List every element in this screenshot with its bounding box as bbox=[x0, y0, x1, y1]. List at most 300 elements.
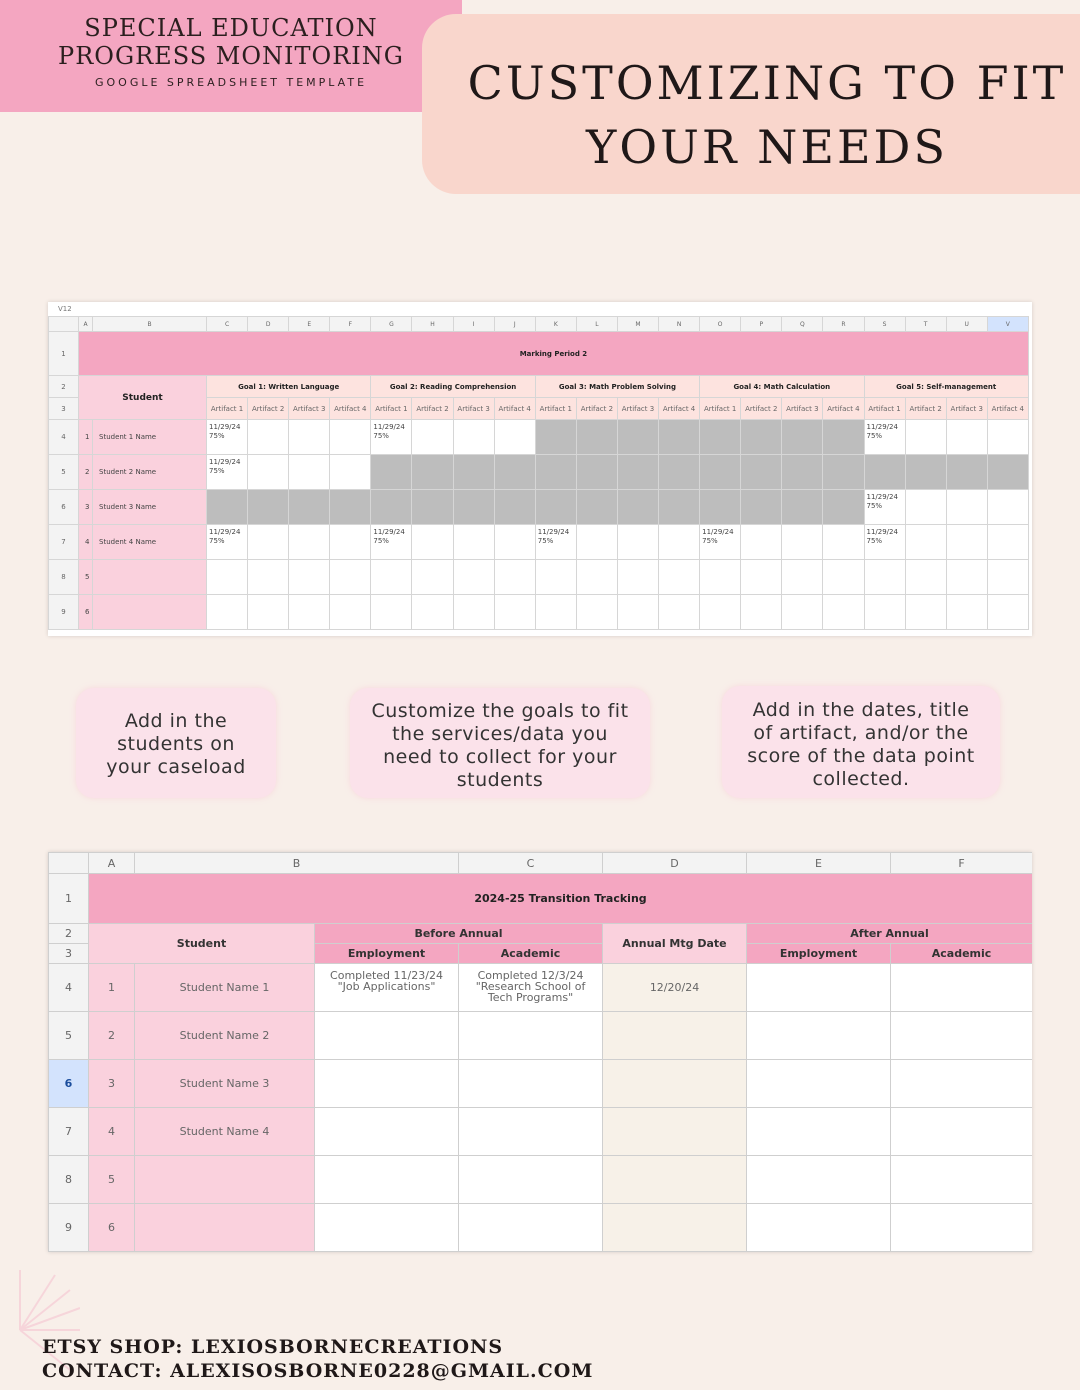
data-cell[interactable] bbox=[371, 455, 412, 490]
artifact-header: Artifact 3 bbox=[453, 398, 494, 420]
data-cell[interactable] bbox=[330, 420, 371, 455]
row-number: 2 bbox=[49, 376, 79, 398]
after-employment-cell[interactable] bbox=[747, 964, 891, 1012]
data-cell[interactable] bbox=[823, 595, 864, 630]
artifact-header: Artifact 1 bbox=[207, 398, 248, 420]
data-cell[interactable] bbox=[741, 490, 782, 525]
data-cell[interactable] bbox=[782, 560, 823, 595]
after-employment-cell[interactable] bbox=[747, 1012, 891, 1060]
data-cell[interactable] bbox=[289, 420, 330, 455]
student-row bbox=[49, 964, 1033, 1012]
before-employment-cell[interactable] bbox=[315, 1060, 459, 1108]
after-employment-cell[interactable] bbox=[747, 1060, 891, 1108]
data-cell[interactable] bbox=[946, 455, 987, 490]
transition-tracking-spreadsheet bbox=[48, 852, 1032, 1252]
student-name[interactable] bbox=[93, 595, 207, 630]
annual-mtg-date-cell[interactable] bbox=[603, 1204, 747, 1252]
column-header[interactable]: K bbox=[535, 317, 576, 332]
data-cell[interactable] bbox=[371, 595, 412, 630]
brand-line-1: SPECIAL EDUCATION bbox=[84, 14, 378, 42]
data-cell[interactable] bbox=[412, 595, 453, 630]
data-cell[interactable] bbox=[659, 420, 700, 455]
data-cell[interactable] bbox=[330, 490, 371, 525]
row-number: 4 bbox=[49, 964, 89, 1012]
column-header[interactable]: S bbox=[864, 317, 905, 332]
data-cell[interactable] bbox=[741, 560, 782, 595]
entry-score: 75% bbox=[373, 432, 389, 440]
data-cell[interactable] bbox=[987, 525, 1028, 560]
entry-date: 11/29/24 bbox=[373, 423, 405, 431]
data-cell[interactable] bbox=[617, 560, 658, 595]
column-header[interactable]: E bbox=[747, 853, 891, 874]
data-cell[interactable] bbox=[659, 490, 700, 525]
academic-header: Academic bbox=[459, 944, 603, 964]
student-number: 1 bbox=[79, 420, 93, 455]
student-header: Student bbox=[79, 376, 207, 420]
data-cell[interactable] bbox=[289, 595, 330, 630]
data-cell[interactable] bbox=[946, 490, 987, 525]
row-number: 5 bbox=[49, 1012, 89, 1060]
student-name[interactable]: Student Name 4 bbox=[135, 1108, 315, 1156]
student-number: 6 bbox=[89, 1204, 135, 1252]
student-name[interactable]: Student Name 1 bbox=[135, 964, 315, 1012]
data-cell[interactable] bbox=[700, 490, 741, 525]
data-cell[interactable] bbox=[905, 455, 946, 490]
student-name[interactable] bbox=[135, 1204, 315, 1252]
corner-cell bbox=[49, 317, 79, 332]
column-header[interactable]: G bbox=[371, 317, 412, 332]
artifact-header: Artifact 4 bbox=[823, 398, 864, 420]
student-header: Student bbox=[89, 924, 315, 964]
artifact-header: Artifact 2 bbox=[905, 398, 946, 420]
marking-period-table bbox=[48, 316, 1029, 630]
data-cell[interactable] bbox=[535, 455, 576, 490]
data-cell[interactable] bbox=[371, 490, 412, 525]
data-cell[interactable] bbox=[946, 595, 987, 630]
artifact-header: Artifact 3 bbox=[782, 398, 823, 420]
column-header[interactable]: C bbox=[459, 853, 603, 874]
student-row bbox=[49, 525, 1029, 560]
data-cell[interactable] bbox=[864, 420, 905, 455]
entry-date: 11/29/24 bbox=[702, 528, 734, 536]
column-header[interactable]: H bbox=[412, 317, 453, 332]
data-cell[interactable] bbox=[289, 490, 330, 525]
header-row bbox=[49, 924, 1033, 944]
artifact-header: Artifact 1 bbox=[700, 398, 741, 420]
brand-line-2: PROGRESS MONITORING bbox=[58, 42, 404, 70]
data-cell[interactable] bbox=[535, 595, 576, 630]
column-header[interactable]: E bbox=[289, 317, 330, 332]
tip-line: Add in the dates, title bbox=[752, 699, 970, 721]
column-header[interactable]: A bbox=[89, 853, 135, 874]
data-cell[interactable] bbox=[371, 420, 412, 455]
after-academic-cell[interactable] bbox=[891, 1156, 1032, 1204]
after-academic-cell[interactable] bbox=[891, 1204, 1032, 1252]
data-cell[interactable] bbox=[494, 560, 535, 595]
after-employment-cell[interactable] bbox=[747, 1156, 891, 1204]
data-cell[interactable] bbox=[782, 455, 823, 490]
student-row bbox=[49, 1060, 1033, 1108]
column-header[interactable]: F bbox=[891, 853, 1032, 874]
tip-line: score of the data point bbox=[747, 745, 975, 767]
student-row bbox=[49, 1156, 1033, 1204]
row-number: 3 bbox=[49, 944, 89, 964]
student-name[interactable]: Student 2 Name bbox=[93, 455, 207, 490]
column-header[interactable]: L bbox=[576, 317, 617, 332]
row-number: 6 bbox=[49, 1060, 89, 1108]
data-cell[interactable] bbox=[207, 455, 248, 490]
data-cell[interactable] bbox=[412, 560, 453, 595]
column-header[interactable]: T bbox=[905, 317, 946, 332]
data-cell[interactable] bbox=[782, 490, 823, 525]
student-number: 5 bbox=[79, 560, 93, 595]
student-name[interactable] bbox=[93, 560, 207, 595]
after-employment-cell[interactable] bbox=[747, 1204, 891, 1252]
entry-score: 75% bbox=[209, 467, 225, 475]
data-cell[interactable] bbox=[576, 455, 617, 490]
data-cell[interactable] bbox=[330, 455, 371, 490]
tip-bubble-goals bbox=[350, 688, 650, 798]
column-header[interactable]: D bbox=[603, 853, 747, 874]
artifact-header: Artifact 3 bbox=[289, 398, 330, 420]
data-cell[interactable] bbox=[617, 420, 658, 455]
annual-mtg-date-cell[interactable] bbox=[603, 1012, 747, 1060]
column-header[interactable]: I bbox=[453, 317, 494, 332]
data-cell[interactable] bbox=[289, 560, 330, 595]
goal-header: Goal 1: Written Language bbox=[207, 376, 371, 398]
data-cell[interactable] bbox=[700, 560, 741, 595]
tip-line: of artifact, and/or the bbox=[753, 722, 969, 744]
data-cell[interactable] bbox=[371, 560, 412, 595]
data-cell[interactable] bbox=[453, 525, 494, 560]
annual-mtg-date-cell[interactable]: 12/20/24 bbox=[603, 964, 747, 1012]
data-cell[interactable] bbox=[330, 560, 371, 595]
column-header[interactable]: B bbox=[135, 853, 459, 874]
student-name[interactable]: Student 4 Name bbox=[93, 525, 207, 560]
student-number: 4 bbox=[89, 1108, 135, 1156]
data-cell[interactable] bbox=[576, 560, 617, 595]
entry-score: 75% bbox=[537, 537, 554, 545]
data-cell[interactable] bbox=[248, 525, 289, 560]
student-row bbox=[49, 1108, 1033, 1156]
artifact-header: Artifact 3 bbox=[946, 398, 987, 420]
contact-email-text: CONTACT: ALEXISOSBORNE0228@GMAIL.COM bbox=[42, 1360, 594, 1382]
data-cell[interactable] bbox=[987, 595, 1028, 630]
data-cell[interactable] bbox=[782, 525, 823, 560]
data-cell[interactable] bbox=[617, 455, 658, 490]
headline-line-1: CUSTOMIZING TO FIT bbox=[467, 56, 1067, 110]
data-cell[interactable] bbox=[207, 560, 248, 595]
data-cell[interactable] bbox=[823, 525, 864, 560]
goal-header: Goal 5: Self-management bbox=[864, 376, 1028, 398]
entry-score: 75% bbox=[866, 537, 883, 545]
data-cell[interactable] bbox=[453, 455, 494, 490]
tip-bubble-data bbox=[722, 686, 1000, 798]
data-cell[interactable] bbox=[494, 525, 535, 560]
goal-header: Goal 3: Math Problem Solving bbox=[535, 376, 699, 398]
entry-date: 11/29/24 bbox=[373, 528, 405, 536]
tip-line: students bbox=[456, 769, 544, 791]
data-cell[interactable] bbox=[248, 490, 289, 525]
data-cell[interactable] bbox=[535, 560, 576, 595]
column-header[interactable]: O bbox=[700, 317, 741, 332]
data-cell[interactable] bbox=[330, 525, 371, 560]
data-cell[interactable] bbox=[905, 595, 946, 630]
before-academic-cell[interactable] bbox=[459, 1204, 603, 1252]
data-cell[interactable] bbox=[905, 560, 946, 595]
before-academic-cell[interactable]: Completed 12/3/24 "Research School of Tech Programs" bbox=[459, 964, 603, 1012]
column-header[interactable]: R bbox=[823, 317, 864, 332]
entry-date: 11/29/24 bbox=[866, 493, 898, 501]
student-row bbox=[49, 595, 1029, 630]
title-row bbox=[49, 874, 1033, 924]
after-academic-cell[interactable] bbox=[891, 1060, 1032, 1108]
data-cell[interactable] bbox=[289, 525, 330, 560]
column-header[interactable]: N bbox=[659, 317, 700, 332]
student-number: 2 bbox=[79, 455, 93, 490]
entry-date: 11/29/24 bbox=[866, 423, 898, 431]
entry-date: 11/29/24 bbox=[209, 528, 241, 536]
before-employment-cell[interactable] bbox=[315, 1108, 459, 1156]
data-cell[interactable] bbox=[494, 490, 535, 525]
data-cell[interactable] bbox=[946, 525, 987, 560]
data-cell[interactable] bbox=[987, 420, 1028, 455]
entry-score: 75% bbox=[209, 432, 225, 440]
data-cell[interactable] bbox=[412, 420, 453, 455]
row-number: 1 bbox=[49, 874, 89, 924]
column-header[interactable]: F bbox=[330, 317, 371, 332]
data-cell[interactable] bbox=[412, 525, 453, 560]
row-number: 7 bbox=[49, 1108, 89, 1156]
artifact-header: Artifact 3 bbox=[617, 398, 658, 420]
data-cell[interactable] bbox=[987, 490, 1028, 525]
data-cell[interactable] bbox=[535, 420, 576, 455]
column-header[interactable]: A bbox=[79, 317, 93, 332]
data-cell[interactable] bbox=[617, 490, 658, 525]
artifact-header: Artifact 2 bbox=[576, 398, 617, 420]
column-header[interactable]: C bbox=[207, 317, 248, 332]
before-employment-cell[interactable]: Completed 11/23/24 "Job Applications" bbox=[315, 964, 459, 1012]
data-cell[interactable] bbox=[905, 490, 946, 525]
employment-header: Employment bbox=[315, 944, 459, 964]
data-cell[interactable] bbox=[248, 560, 289, 595]
column-header[interactable]: Q bbox=[782, 317, 823, 332]
student-name[interactable]: Student 1 Name bbox=[93, 420, 207, 455]
artifact-header: Artifact 2 bbox=[248, 398, 289, 420]
artifact-header: Artifact 2 bbox=[412, 398, 453, 420]
data-cell[interactable] bbox=[946, 560, 987, 595]
before-academic-cell[interactable] bbox=[459, 1156, 603, 1204]
before-employment-cell[interactable] bbox=[315, 1156, 459, 1204]
before-academic-cell[interactable] bbox=[459, 1060, 603, 1108]
column-header[interactable]: P bbox=[741, 317, 782, 332]
tip-line: the services/data you bbox=[392, 723, 608, 745]
column-header[interactable]: V bbox=[987, 317, 1028, 332]
data-cell[interactable] bbox=[453, 595, 494, 630]
data-cell[interactable] bbox=[289, 455, 330, 490]
row-number: 6 bbox=[49, 490, 79, 525]
brand-banner bbox=[0, 0, 462, 112]
student-row bbox=[49, 490, 1029, 525]
after-academic-cell[interactable] bbox=[891, 1012, 1032, 1060]
data-cell[interactable] bbox=[741, 455, 782, 490]
row-number: 1 bbox=[49, 332, 79, 376]
data-cell[interactable] bbox=[700, 525, 741, 560]
goal-header: Goal 4: Math Calculation bbox=[700, 376, 864, 398]
annual-mtg-date-cell[interactable] bbox=[603, 1108, 747, 1156]
entry-score: 75% bbox=[866, 432, 883, 440]
data-cell[interactable] bbox=[576, 420, 617, 455]
after-employment-cell[interactable] bbox=[747, 1108, 891, 1156]
data-cell[interactable] bbox=[576, 490, 617, 525]
data-cell[interactable] bbox=[535, 525, 576, 560]
data-cell[interactable] bbox=[987, 455, 1028, 490]
data-cell[interactable] bbox=[823, 420, 864, 455]
data-cell[interactable] bbox=[987, 560, 1028, 595]
column-header[interactable]: D bbox=[248, 317, 289, 332]
before-academic-cell[interactable] bbox=[459, 1108, 603, 1156]
student-row bbox=[49, 455, 1029, 490]
entry-score: 75% bbox=[866, 502, 883, 510]
data-cell[interactable] bbox=[905, 420, 946, 455]
data-cell[interactable] bbox=[248, 455, 289, 490]
data-cell[interactable] bbox=[659, 595, 700, 630]
data-cell[interactable] bbox=[864, 490, 905, 525]
annual-mtg-date-cell[interactable] bbox=[603, 1060, 747, 1108]
data-cell[interactable] bbox=[864, 455, 905, 490]
transition-tracking-table bbox=[48, 852, 1032, 1252]
entry-date: 11/29/24 bbox=[866, 528, 898, 536]
annual-mtg-date-cell[interactable] bbox=[603, 1156, 747, 1204]
before-academic-cell[interactable] bbox=[459, 1012, 603, 1060]
column-header-row bbox=[49, 853, 1033, 874]
after-academic-cell[interactable] bbox=[891, 964, 1032, 1012]
entry-date: 11/29/24 bbox=[209, 423, 241, 431]
row-number: 4 bbox=[49, 420, 79, 455]
column-header[interactable]: J bbox=[494, 317, 535, 332]
brand-line-3: GOOGLE SPREADSHEET TEMPLATE bbox=[94, 76, 368, 89]
row-number: 2 bbox=[49, 924, 89, 944]
data-cell[interactable] bbox=[864, 595, 905, 630]
data-cell[interactable] bbox=[864, 560, 905, 595]
tip-line: collected. bbox=[812, 768, 910, 790]
row-number: 3 bbox=[49, 398, 79, 420]
before-employment-cell[interactable] bbox=[315, 1012, 459, 1060]
data-cell[interactable] bbox=[412, 490, 453, 525]
artifact-header: Artifact 1 bbox=[535, 398, 576, 420]
data-cell[interactable] bbox=[207, 525, 248, 560]
data-cell[interactable] bbox=[741, 595, 782, 630]
student-number: 6 bbox=[79, 595, 93, 630]
data-cell[interactable] bbox=[659, 455, 700, 490]
data-cell[interactable] bbox=[700, 595, 741, 630]
data-cell[interactable] bbox=[700, 420, 741, 455]
corner-cell bbox=[49, 853, 89, 874]
student-name[interactable]: Student 3 Name bbox=[93, 490, 207, 525]
student-name[interactable]: Student Name 3 bbox=[135, 1060, 315, 1108]
row-number: 8 bbox=[49, 1156, 89, 1204]
data-cell[interactable] bbox=[823, 455, 864, 490]
data-cell[interactable] bbox=[782, 595, 823, 630]
column-header[interactable]: M bbox=[617, 317, 658, 332]
student-name[interactable] bbox=[135, 1156, 315, 1204]
data-cell[interactable] bbox=[576, 525, 617, 560]
after-annual-header: After Annual bbox=[747, 924, 1032, 944]
data-cell[interactable] bbox=[535, 490, 576, 525]
data-cell[interactable] bbox=[248, 420, 289, 455]
tip-line: need to collect for your bbox=[383, 746, 617, 768]
student-number: 1 bbox=[89, 964, 135, 1012]
data-cell[interactable] bbox=[207, 490, 248, 525]
data-cell[interactable] bbox=[330, 595, 371, 630]
row-number: 7 bbox=[49, 525, 79, 560]
data-cell[interactable] bbox=[248, 595, 289, 630]
goal-row bbox=[49, 376, 1029, 398]
data-cell[interactable] bbox=[617, 525, 658, 560]
data-cell[interactable] bbox=[823, 490, 864, 525]
data-cell[interactable] bbox=[782, 420, 823, 455]
data-cell[interactable] bbox=[905, 525, 946, 560]
column-header[interactable]: U bbox=[946, 317, 987, 332]
data-cell[interactable] bbox=[494, 595, 535, 630]
data-cell[interactable] bbox=[207, 595, 248, 630]
tip-line: your caseload bbox=[106, 756, 246, 778]
student-number: 4 bbox=[79, 525, 93, 560]
data-cell[interactable] bbox=[617, 595, 658, 630]
sheet-title: 2024-25 Transition Tracking bbox=[89, 874, 1033, 924]
data-cell[interactable] bbox=[659, 560, 700, 595]
tip-line: Customize the goals to fit bbox=[371, 700, 629, 722]
data-cell[interactable] bbox=[453, 420, 494, 455]
data-cell[interactable] bbox=[412, 455, 453, 490]
data-cell[interactable] bbox=[864, 525, 905, 560]
data-cell[interactable] bbox=[741, 525, 782, 560]
artifact-header: Artifact 4 bbox=[987, 398, 1028, 420]
data-cell[interactable] bbox=[453, 560, 494, 595]
title-row bbox=[49, 332, 1029, 376]
data-cell[interactable] bbox=[659, 525, 700, 560]
data-cell[interactable] bbox=[207, 420, 248, 455]
marking-period-spreadsheet bbox=[48, 302, 1032, 636]
entry-score: 75% bbox=[373, 537, 389, 545]
artifact-header: Artifact 2 bbox=[741, 398, 782, 420]
data-cell[interactable] bbox=[494, 420, 535, 455]
student-name[interactable]: Student Name 2 bbox=[135, 1012, 315, 1060]
column-header[interactable]: B bbox=[93, 317, 207, 332]
employment-header: Employment bbox=[747, 944, 891, 964]
student-number: 5 bbox=[89, 1156, 135, 1204]
data-cell[interactable] bbox=[741, 420, 782, 455]
after-academic-cell[interactable] bbox=[891, 1108, 1032, 1156]
data-cell[interactable] bbox=[823, 560, 864, 595]
entry-score: 75% bbox=[209, 537, 225, 545]
data-cell[interactable] bbox=[494, 455, 535, 490]
row-number: 9 bbox=[49, 1204, 89, 1252]
artifact-header: Artifact 1 bbox=[864, 398, 905, 420]
data-cell[interactable] bbox=[946, 420, 987, 455]
artifact-header: Artifact 4 bbox=[659, 398, 700, 420]
cell-reference: V12 bbox=[58, 305, 72, 313]
student-number: 3 bbox=[89, 1060, 135, 1108]
data-cell[interactable] bbox=[700, 455, 741, 490]
data-cell[interactable] bbox=[576, 595, 617, 630]
data-cell[interactable] bbox=[453, 490, 494, 525]
tip-line: students on bbox=[117, 733, 235, 755]
entry-date: 11/29/24 bbox=[209, 458, 241, 466]
student-row bbox=[49, 1204, 1033, 1252]
before-employment-cell[interactable] bbox=[315, 1204, 459, 1252]
data-cell[interactable] bbox=[371, 525, 412, 560]
